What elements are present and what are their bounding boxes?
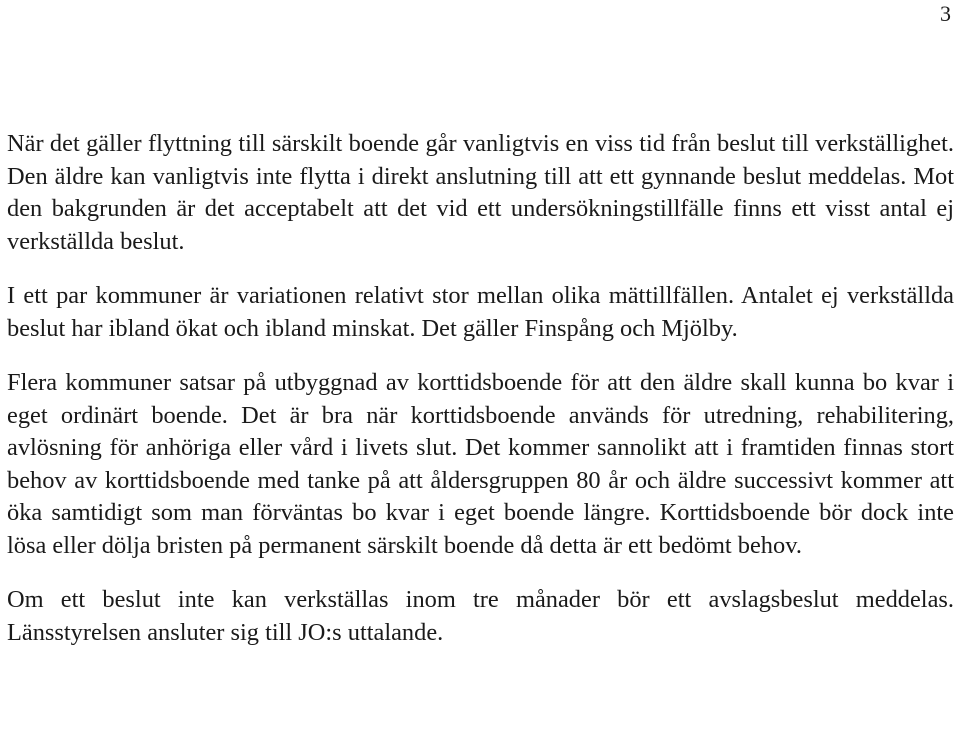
document-body — [7, 128, 954, 649]
paragraph-flyttning: När det gäller flyttning till särskilt boende går vanligtvis en viss tid från beslut till verkställighet. Den äldre kan vanligtvis inte flytta i direkt anslutning till att ett gynnande beslut meddelas. Mot den bakgrunden är det acceptabelt att det vid ett undersökningstillfälle finns ett visst antal ej verkställda beslut. — [7, 130, 954, 255]
page-number: 3 — [940, 1, 951, 26]
paragraph-variation: I ett par kommuner är variationen relativt stor mellan olika mättillfällen. Antalet ej verkställda beslut har ibland ökat och ibland minskat. Det gäller Finspång och Mjölby. — [7, 282, 954, 342]
paragraph-avslagsbeslut: Om ett beslut inte kan verkställas inom tre månader bör ett avslagsbeslut meddelas. Länsstyrelsen ansluter sig till JO:s uttalande. — [7, 586, 954, 646]
paragraph-korttidsboende: Flera kommuner satsar på utbyggnad av korttidsboende för att den äldre skall kunna bo kvar i eget ordinärt boende. Det är bra när korttidsboende används för utredning, rehabilitering, avlösning för anhöriga eller vård i livets slut. Det kommer sannolikt att i framtiden finnas stort behov av korttidsboende med tanke på att åldersgruppen 80 år och äldre successivt kommer att öka samtidigt som man förväntas bo kvar i eget boende längre. Korttidsboende bör dock inte lösa eller dölja bristen på permanent särskilt boende då detta är ett bedömt behov. — [7, 369, 954, 559]
